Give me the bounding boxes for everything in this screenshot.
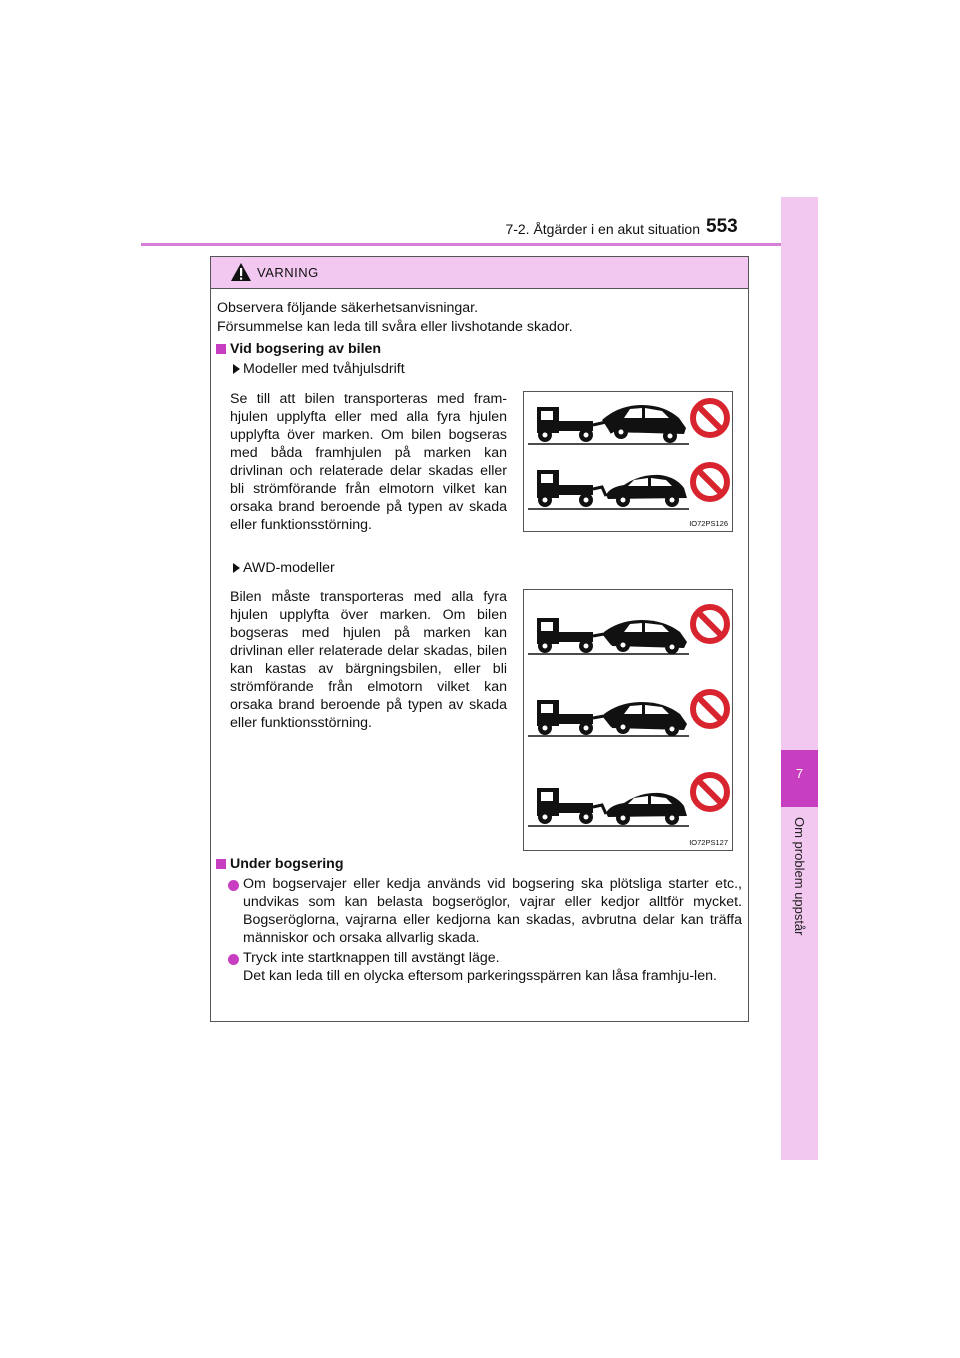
two-wd-title: Modeller med tvåhjulsdrift [243,361,405,377]
figure-awd-towing [523,589,733,851]
square-bullet-icon [216,344,226,354]
chapter-sidebar [781,197,818,1160]
section-title: 7-2. Åtgärder i en akut situation [505,221,700,237]
square-bullet-icon [216,859,226,869]
warning-intro-1: Observera följande säkerhetsanvisningar. [217,300,479,316]
figure-code: IO72PS127 [689,838,728,847]
header-rule [141,243,818,246]
two-wd-text: Se till att bilen transporteras med fram-hjulen upplyfta eller med alla fyra hjulen upplyfta över marken. Om bilen bogseras med båda framhjulen på marken kan drivlinan och relaterade delar skadas eller bli strömförande från elmotorn vilket kan orsaka brand beroende på typen av skada eller funktionsstörning. [230,391,507,533]
under-towing-heading: Under bogsering [230,856,344,872]
awd-text: Bilen måste transporteras med alla fyra hjulen upplyfta över marken. Om bilen bogseras med hjulen på marken kan drivlinan eller relaterade delar skadas, bilen kan kastas av bärgningsbilen, eller bli strömförande från elmotorn vilket kan orsaka brand beroende på typen av skada eller funktionsstörning. [230,589,507,731]
figure-2wd-towing [523,391,733,532]
tow-truck-illustration [524,590,732,835]
under-towing-item-2-line1: Tryck inte startknappen till avstängt läge. [243,950,500,966]
under-towing-item-1: Om bogservajer eller kedja används vid bogsering ska plötsliga starter etc., undvikas som kan belasta bogseröglor, vajrar eller kedjor alltför mycket. Bogseröglorna, vajrarna eller kedjorna kan skadas, avbrutna delar kan träffa människor och orsaka allvarlig skada. [243,876,742,946]
triangle-bullet-icon [233,563,240,573]
chapter-number: 7 [795,766,804,781]
warning-triangle-icon [230,262,252,282]
chapter-tab [781,750,818,807]
awd-title: AWD-modeller [243,560,335,576]
warning-label: VARNING [257,265,319,280]
circle-bullet-icon [228,954,239,965]
triangle-bullet-icon [233,364,240,374]
towing-heading: Vid bogsering av bilen [230,341,382,357]
circle-bullet-icon [228,880,239,891]
warning-intro-2: Försummelse kan leda till svåra eller livshotande skador. [217,319,573,335]
figure-code: IO72PS126 [689,519,728,528]
warning-header [211,257,748,289]
tow-truck-illustration [524,392,732,518]
page-number: 553 [706,216,738,237]
chapter-title: Om problem uppstår [792,817,807,936]
under-towing-item-2-line2: Det kan leda till en olycka eftersom parkeringsspärren kan låsa framhju-len. [243,968,717,984]
